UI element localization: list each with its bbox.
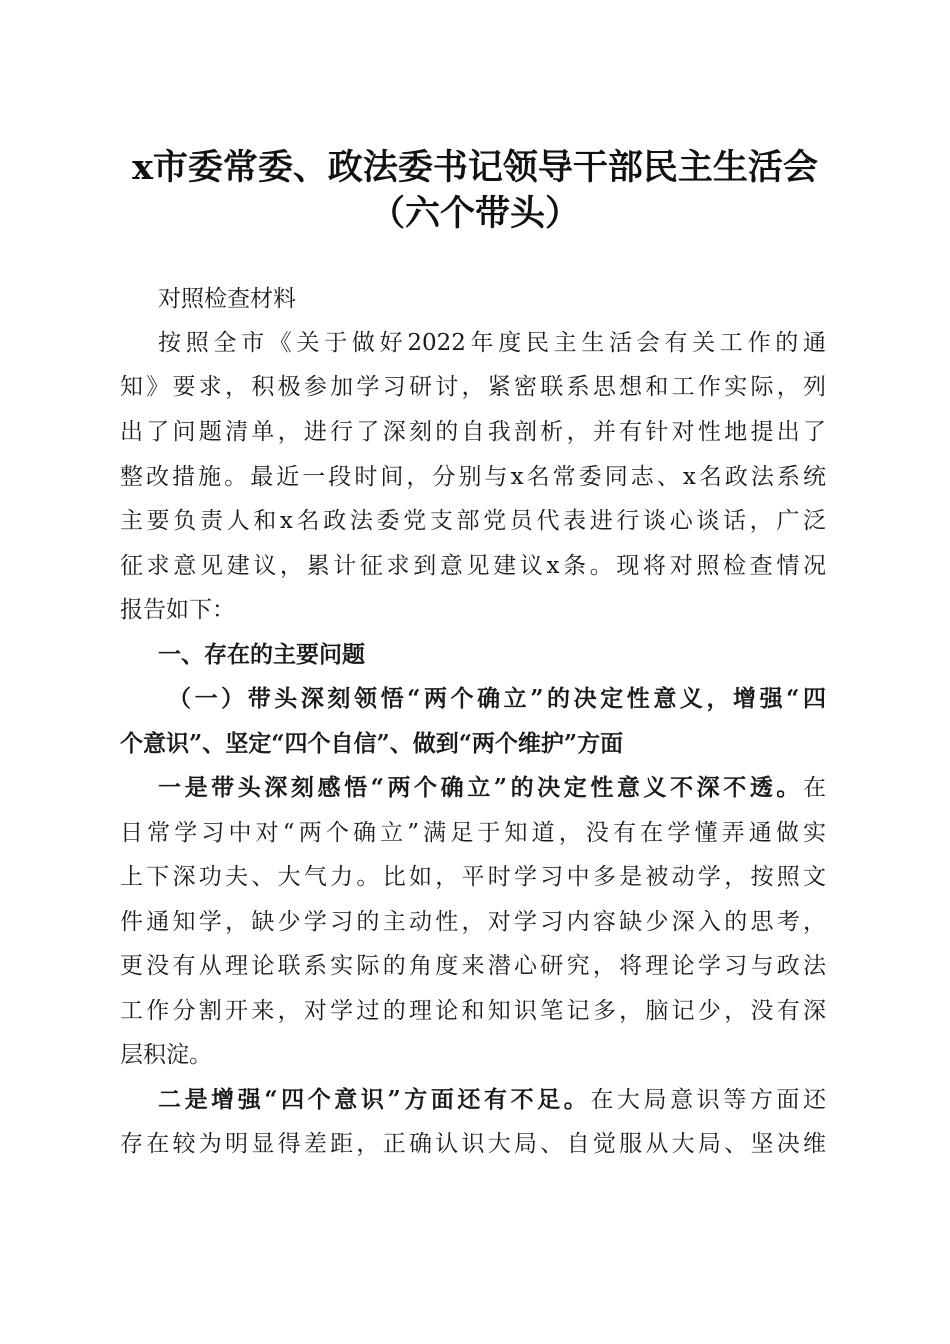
point-2-lead-line bbox=[158, 1085, 826, 1115]
point-2-lead-tail: 在大局意识等方面还 bbox=[590, 1087, 826, 1113]
point-1-line: 件通知学，缺少学习的主动性，对学习内容缺少深入的思考， bbox=[120, 909, 826, 935]
point-1-line: 工作分割开来，对学过的理论和知识笔记多，脑记少，没有深 bbox=[120, 998, 826, 1024]
point-1-line: 更没有从理论联系实际的角度来潜心研究，将理论学习与政法 bbox=[120, 953, 826, 979]
document-subtitle: 对照检查材料 bbox=[158, 286, 296, 312]
point-2-lead: 二是增强“四个意识”方面还有不足。 bbox=[158, 1086, 591, 1113]
intro-line: 整改措施。最近一段时间，分别与x名常委同志、x名政法系统 bbox=[120, 464, 826, 490]
section-heading: 一、存在的主要问题 bbox=[158, 642, 365, 668]
intro-line: 知》要求，积极参加学习研讨，紧密联系思想和工作实际，列 bbox=[120, 374, 826, 400]
intro-line: 主要负责人和x名政法委党支部党员代表进行谈心谈话，广泛 bbox=[120, 508, 826, 534]
point-1-line: 日常学习中对“两个确立”满足于知道，没有在学懂弄通做实 bbox=[120, 820, 826, 846]
point-1-lead: 一是带头深刻感悟“两个确立”的决定性意义不深不透。 bbox=[158, 774, 803, 801]
intro-line: 报告如下： bbox=[120, 597, 235, 623]
point-2-line: 存在较为明显得差距，正确认识大局、自觉服从大局、坚决维 bbox=[120, 1131, 826, 1157]
subsection-heading-line: （一）带头深刻领悟“两个确立”的决定性意义，增强“四 bbox=[168, 685, 826, 712]
intro-line: 按照全市《关于做好2022年度民主生活会有关工作的通 bbox=[158, 330, 826, 356]
subsection-heading-line: 个意识”、坚定“四个自信”、做到“两个维护”方面 bbox=[120, 730, 624, 757]
intro-line: 出了问题清单，进行了深刻的自我剖析，并有针对性地提出了 bbox=[120, 419, 826, 445]
point-1-line: 上下深功夫、大气力。比如，平时学习中多是被动学，按照文 bbox=[120, 864, 826, 890]
intro-line: 征求意见建议，累计征求到意见建议x条。现将对照检查情况 bbox=[120, 553, 826, 579]
point-1-line: 层积淀。 bbox=[120, 1042, 212, 1068]
point-1-lead-tail: 在 bbox=[803, 775, 826, 801]
document-title-line-1: x市委常委、政法委书记领导干部民主生活会 bbox=[132, 147, 818, 188]
document-title-line-2: （六个带头） bbox=[369, 193, 580, 234]
point-1-lead-line bbox=[158, 773, 826, 803]
